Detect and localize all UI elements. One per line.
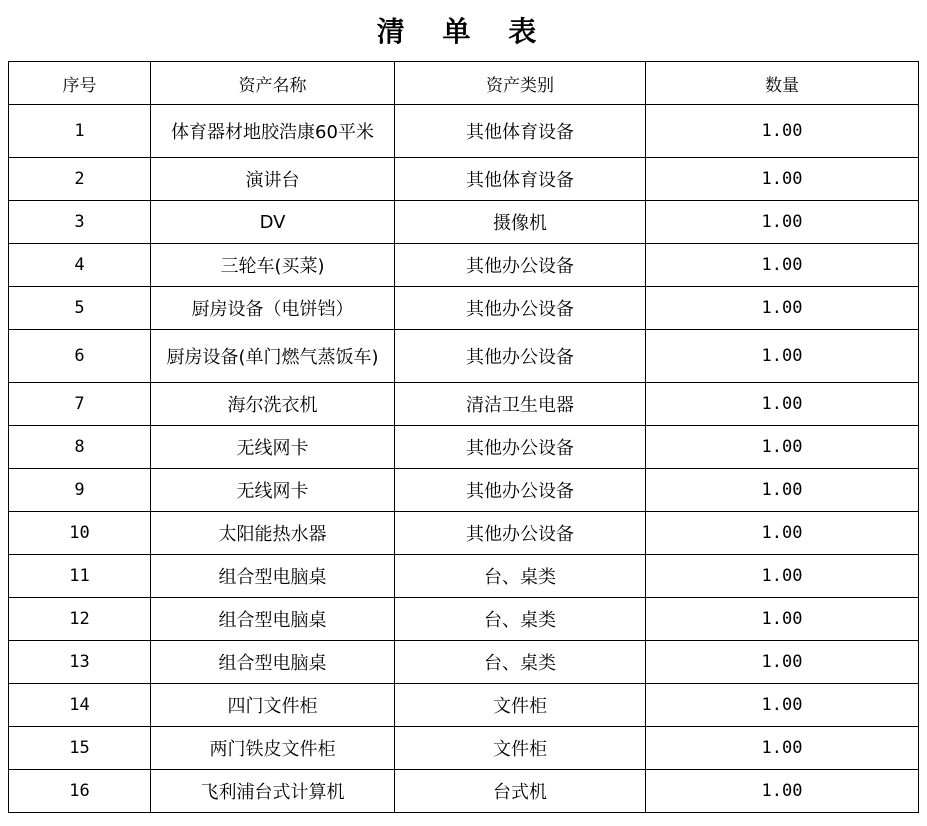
cell-name: 组合型电脑桌: [151, 555, 395, 598]
cell-name: 三轮车(买菜): [151, 244, 395, 287]
cell-name: 组合型电脑桌: [151, 641, 395, 684]
table-row: [9, 727, 919, 770]
cell-quantity: 1.00: [646, 287, 919, 330]
cell-category: 其他办公设备: [395, 426, 646, 469]
page-title: 清 单 表: [376, 15, 551, 48]
cell-quantity: 1.00: [646, 426, 919, 469]
cell-seq: 4: [9, 244, 151, 287]
cell-quantity: 1.00: [646, 641, 919, 684]
cell-seq: 5: [9, 287, 151, 330]
cell-name: 组合型电脑桌: [151, 598, 395, 641]
cell-quantity: 1.00: [646, 598, 919, 641]
cell-name: 无线网卡: [151, 469, 395, 512]
table-row: [9, 598, 919, 641]
table-row: [9, 383, 919, 426]
table-row: [9, 105, 919, 158]
cell-seq: 6: [9, 330, 151, 383]
cell-quantity: 1.00: [646, 105, 919, 158]
column-header-seq: 序号: [9, 62, 151, 105]
cell-category: 文件柜: [395, 684, 646, 727]
table-header-row: [9, 62, 919, 105]
table-row: [9, 469, 919, 512]
cell-quantity: 1.00: [646, 469, 919, 512]
cell-name: 海尔洗衣机: [151, 383, 395, 426]
cell-category: 其他办公设备: [395, 469, 646, 512]
cell-seq: 11: [9, 555, 151, 598]
cell-category: 摄像机: [395, 201, 646, 244]
cell-category: 台、桌类: [395, 641, 646, 684]
cell-name: DV: [151, 201, 395, 244]
cell-seq: 2: [9, 158, 151, 201]
column-header-quantity: 数量: [646, 62, 919, 105]
cell-seq: 16: [9, 770, 151, 813]
table-row: [9, 512, 919, 555]
table-row: [9, 426, 919, 469]
cell-quantity: 1.00: [646, 555, 919, 598]
cell-name: 无线网卡: [151, 426, 395, 469]
cell-seq: 3: [9, 201, 151, 244]
cell-name: 两门铁皮文件柜: [151, 727, 395, 770]
cell-quantity: 1.00: [646, 383, 919, 426]
cell-quantity: 1.00: [646, 770, 919, 813]
table-row: [9, 244, 919, 287]
cell-name: 四门文件柜: [151, 684, 395, 727]
table-row: [9, 684, 919, 727]
column-header-category: 资产类别: [395, 62, 646, 105]
cell-quantity: 1.00: [646, 727, 919, 770]
cell-quantity: 1.00: [646, 512, 919, 555]
cell-seq: 10: [9, 512, 151, 555]
cell-name: 飞利浦台式计算机: [151, 770, 395, 813]
cell-name: 演讲台: [151, 158, 395, 201]
cell-name: 体育器材地胶浩康60平米: [151, 105, 395, 158]
cell-name: 厨房设备(单门燃气蒸饭车): [151, 330, 395, 383]
table-row: [9, 330, 919, 383]
cell-category: 其他办公设备: [395, 512, 646, 555]
table-row: [9, 201, 919, 244]
cell-seq: 15: [9, 727, 151, 770]
cell-quantity: 1.00: [646, 201, 919, 244]
table-row: [9, 770, 919, 813]
cell-category: 台式机: [395, 770, 646, 813]
cell-category: 清洁卫生电器: [395, 383, 646, 426]
cell-category: 其他办公设备: [395, 287, 646, 330]
asset-table: [8, 61, 919, 813]
cell-category: 其他办公设备: [395, 330, 646, 383]
table-row: [9, 158, 919, 201]
table-row: [9, 555, 919, 598]
cell-category: 其他办公设备: [395, 244, 646, 287]
cell-category: 台、桌类: [395, 555, 646, 598]
cell-name: 厨房设备（电饼铛）: [151, 287, 395, 330]
cell-seq: 14: [9, 684, 151, 727]
cell-seq: 8: [9, 426, 151, 469]
cell-quantity: 1.00: [646, 158, 919, 201]
cell-category: 台、桌类: [395, 598, 646, 641]
table-row: [9, 641, 919, 684]
cell-seq: 12: [9, 598, 151, 641]
cell-category: 其他体育设备: [395, 158, 646, 201]
cell-quantity: 1.00: [646, 244, 919, 287]
cell-quantity: 1.00: [646, 330, 919, 383]
cell-name: 太阳能热水器: [151, 512, 395, 555]
cell-category: 文件柜: [395, 727, 646, 770]
table-row: [9, 287, 919, 330]
cell-seq: 9: [9, 469, 151, 512]
cell-seq: 7: [9, 383, 151, 426]
cell-seq: 1: [9, 105, 151, 158]
cell-quantity: 1.00: [646, 684, 919, 727]
column-header-name: 资产名称: [151, 62, 395, 105]
cell-category: 其他体育设备: [395, 105, 646, 158]
cell-seq: 13: [9, 641, 151, 684]
